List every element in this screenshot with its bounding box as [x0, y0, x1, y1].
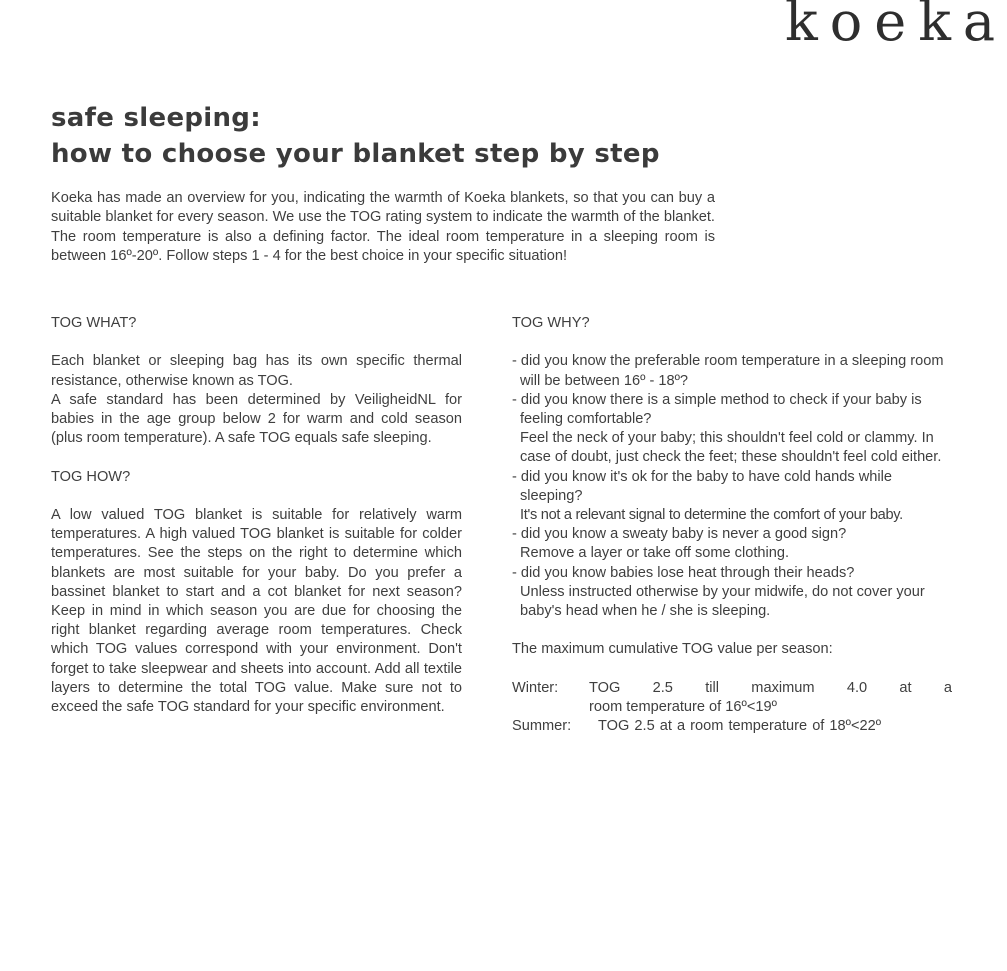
tog-how-heading: TOG HOW?	[51, 468, 131, 485]
list-item-question: - did you know a sweaty baby is never a good sign?	[512, 526, 847, 543]
tog-what-heading: TOG WHAT?	[51, 315, 137, 331]
winter-line-2: room temperature of 16º<19º	[589, 699, 777, 716]
koeka-logo: koeka	[785, 0, 1007, 53]
list-item-question: - did you know the preferable room temperature in a sleeping room will be between 16º - 18º?	[512, 353, 944, 389]
winter-line-1	[589, 679, 952, 698]
winter-text	[589, 679, 952, 717]
winter-word: 4.0	[846, 679, 868, 696]
max-tog-heading: The maximum cumulative TOG value per season:	[512, 641, 833, 658]
winter-word: TOG	[589, 679, 621, 696]
list-item-answer: It's not a relevant signal to determine the comfort of your baby.	[520, 507, 903, 524]
tog-how-paragraph: A low valued TOG blanket is suitable for relatively warm temperatures. A high valued TOG blanket is suitable for colder temperatures. See the steps on the right to determine which blankets are most suitable for your baby. Do you prefer a bassinet blanket to start and a cot blanket for next season? Keep in mind in which season you are due for choosing the right blanket regarding average room temperatures. Check which TOG values correspond with your environment. Don't forget to take sleepwear and sheets into account. Add all textile layers to determine the total TOG value. Make sure not to exceed the safe TOG standard for your specific environment.	[51, 506, 462, 716]
list-item-question: - did you know it's ok for the baby to have cold hands while sleeping?	[512, 468, 893, 504]
summer-row	[512, 717, 952, 736]
winter-label: Winter:	[512, 679, 559, 696]
title-line-1: safe sleeping:	[51, 103, 261, 133]
list-item-answer: Unless instructed otherwise by your midwife, do not cover your baby's head when he / she is sleeping.	[520, 583, 925, 620]
list-item-question: - did you know babies lose heat through their heads?	[512, 564, 855, 581]
winter-word: 2.5	[652, 679, 673, 696]
list-item	[512, 525, 952, 563]
list-item-answer: Remove a layer or take off some clothing.	[520, 545, 790, 562]
list-item	[512, 564, 952, 622]
left-column	[51, 314, 462, 717]
summer-text: TOG 2.5 at a room temperature of 18º<22º	[598, 718, 882, 735]
right-column	[512, 314, 952, 736]
winter-row	[512, 679, 952, 717]
tog-why-heading: TOG WHY?	[512, 315, 590, 331]
list-item	[512, 391, 952, 468]
list-item-question: - did you know there is a simple method to check if your baby is feeling comfortable?	[512, 391, 922, 427]
summer-label: Summer:	[512, 718, 572, 735]
winter-word: at	[899, 679, 912, 696]
winter-word: maximum	[751, 679, 815, 696]
winter-word: till	[705, 679, 720, 696]
title-line-2: how to choose your blanket step by step	[51, 139, 660, 169]
tog-what-paragraph-2: A safe standard has been determined by VeiligheidNL for babies in the age group below 2 for warm and cold season (plus room temperature). A safe TOG equals safe sleeping.	[51, 391, 462, 447]
tog-why-list	[512, 352, 952, 621]
tog-what-paragraph-1: Each blanket or sleeping bag has its own specific thermal resistance, otherwise known as TOG.	[51, 353, 462, 389]
page-title	[51, 100, 660, 172]
list-item	[512, 468, 952, 526]
winter-word: a	[943, 679, 952, 696]
intro-paragraph: Koeka has made an overview for you, indicating the warmth of Koeka blankets, so that you can buy a suitable blanket for every season. We use the TOG rating system to indicate the warmth of the blanket. The room temperature is also a defining factor. The ideal room temperature in a sleeping room is between 16º-20º. Follow steps 1 - 4 for the best choice in your specific situation!	[51, 190, 715, 265]
list-item	[512, 352, 952, 390]
list-item-answer: Feel the neck of your baby; this shouldn't feel cold or clammy. In case of doubt, just check the feet; these shouldn't feel cold either.	[520, 430, 942, 466]
